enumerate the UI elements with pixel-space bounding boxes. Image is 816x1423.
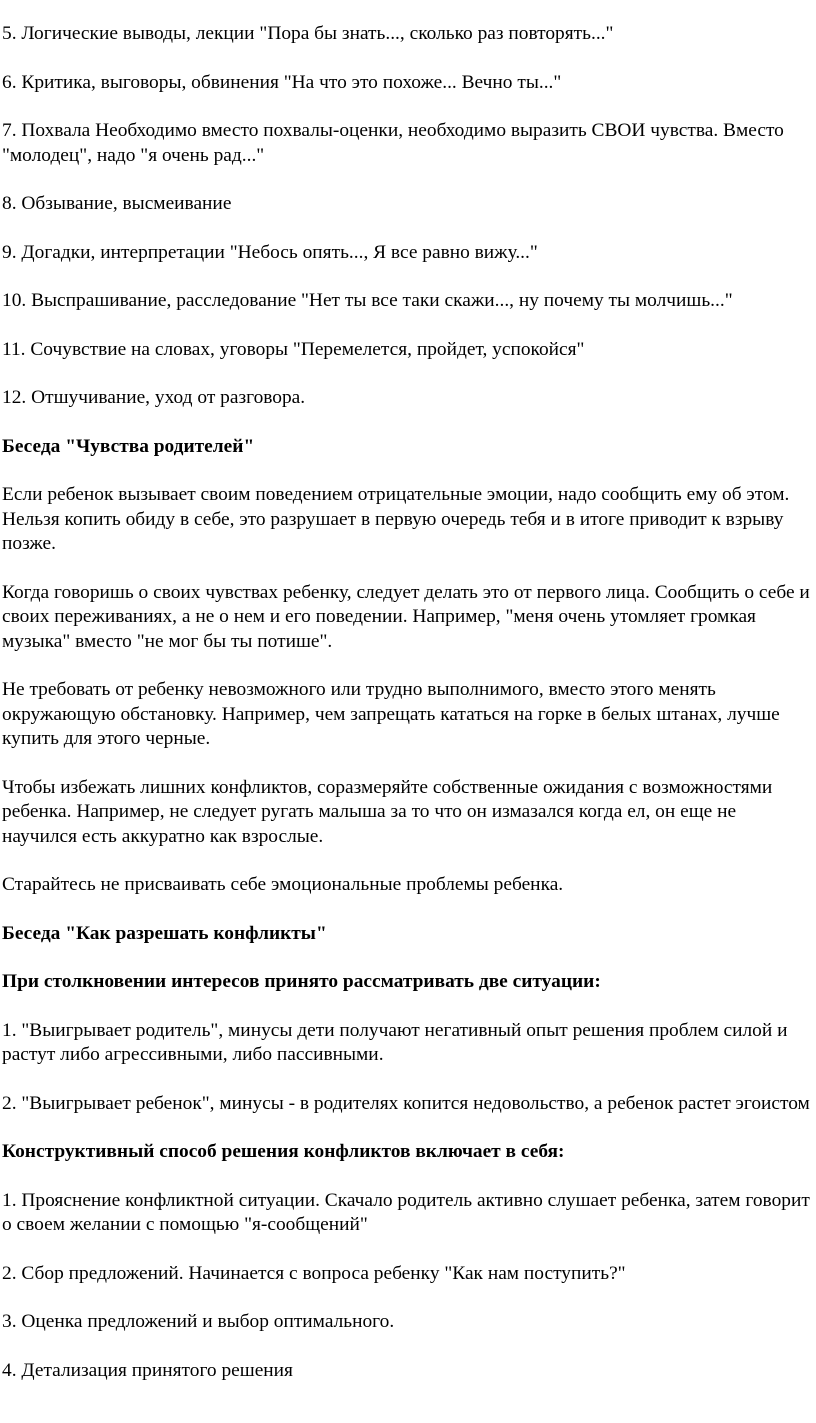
list-item: 2. Сбор предложений. Начинается с вопроса ребенку "Как нам поступить?" [2, 1262, 626, 1284]
list-item: 12. Отшучивание, уход от разговора. [2, 387, 306, 408]
section-heading: Беседа "Чувства родителей" [2, 435, 255, 457]
subsection-heading: Конструктивный способ решения конфликтов включает в себя: [2, 1141, 565, 1162]
list-item: 11. Сочувствие на словах, уговоры "Перемелется, пройдет, успокойся" [2, 338, 585, 360]
subsection-heading: При столкновении интересов принято рассматривать две ситуации: [2, 971, 601, 992]
list-item: 1. Прояснение конфликтной ситуации. Скачало родитель активно слушает ребенка, затем говорит о своем желании с помощью "я-сообщений" [2, 1189, 810, 1235]
list-item: 5. Логические выводы, лекции "Пора бы знать..., сколько раз повторять..." [2, 23, 614, 44]
list-item: 3. Оценка предложений и выбор оптимального. [2, 1311, 395, 1332]
list-item: 1. "Выигрывает родитель", минусы дети получают негативный опыт решения проблем силой и растут либо агрессивными, либо пассивными. [2, 1019, 788, 1065]
paragraph: Чтобы избежать лишних конфликтов, соразмеряйте собственные ожидания с возможностями ребенка. Например, не следует ругать малыша за то что он измазался когда ел, он еще не научился есть аккуратно как взрослые. [2, 776, 773, 847]
list-item: 10. Выспрашивание, расследование "Нет ты все таки скажи..., ну почему ты молчишь..." [2, 290, 733, 311]
list-item: 9. Догадки, интерпретации "Небось опять..., Я все равно вижу..." [2, 241, 538, 263]
list-item: 8. Обзывание, высмеивание [2, 193, 232, 214]
list-item: 7. Похвала Необходимо вместо похвалы-оценки, необходимо выразить СВОИ чувства. Вместо "молодец", надо "я очень рад..." [2, 120, 784, 166]
list-item: 6. Критика, выговоры, обвинения "На что это похоже... Вечно ты..." [2, 71, 562, 93]
list-item: 2. "Выигрывает ребенок", минусы - в родителях копится недовольство, а ребенок растет эгоистом [2, 1092, 810, 1114]
list-item: 4. Детализация принятого решения [2, 1359, 293, 1381]
paragraph: Не требовать от ребенку невозможного или трудно выполнимого, вместо этого менять окружающую обстановку. Например, чем запрещать кататься на горке в белых штанах, лучше купить для этого черные. [2, 679, 780, 749]
paragraph: Если ребенок вызывает своим поведением отрицательные эмоции, надо сообщить ему об этом. Нельзя копить обиду в себе, это разрушает в первую очередь тебя и в итоге приводит к взрыву позже. [2, 484, 790, 554]
section-heading: Беседа "Как разрешать конфликты" [2, 922, 327, 944]
paragraph: Когда говоришь о своих чувствах ребенку, следует делать это от первого лица. Сообщить о себе и своих переживаниях, а не о нем и его поведении. Например, "меня очень утомляет громкая музыка" вместо "не мог бы ты потише". [2, 581, 810, 652]
paragraph: Старайтесь не присваивать себе эмоциональные проблемы ребенка. [2, 874, 564, 895]
